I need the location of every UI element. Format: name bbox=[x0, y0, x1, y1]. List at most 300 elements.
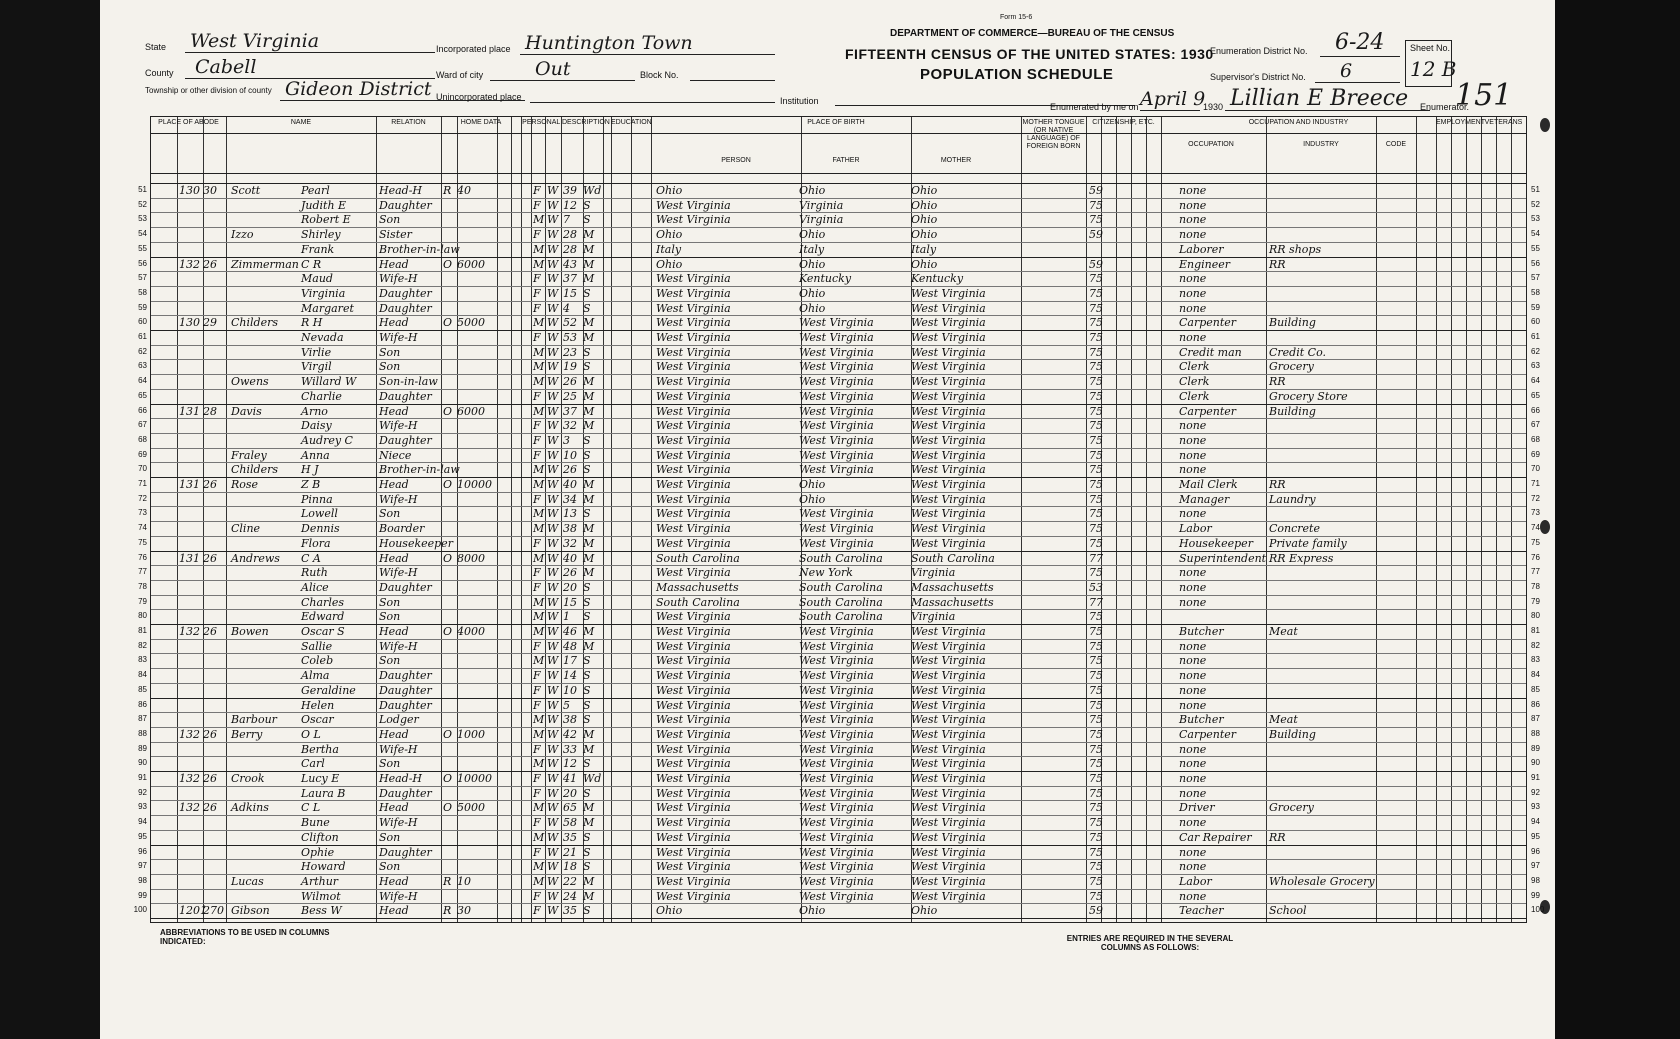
cell-given: Margaret bbox=[301, 301, 354, 315]
cell-father: West Virginia bbox=[799, 404, 874, 418]
cell-occ: none bbox=[1179, 286, 1207, 300]
cell-rel: Head-H bbox=[379, 184, 423, 197]
grid-header-line bbox=[151, 133, 1526, 134]
row-number-right: 66 bbox=[1531, 405, 1540, 415]
cell-age: 33 bbox=[563, 742, 577, 756]
cell-age: 26 bbox=[563, 566, 577, 580]
row-number-right: 54 bbox=[1531, 229, 1540, 239]
row-number: 92 bbox=[138, 787, 147, 797]
cell-race: W bbox=[547, 595, 559, 609]
cell-age: 22 bbox=[563, 874, 577, 888]
row-number-right: 72 bbox=[1531, 493, 1540, 503]
cell-ms: S bbox=[583, 448, 591, 462]
cell-dw: 131 bbox=[179, 404, 200, 418]
cell-person: West Virginia bbox=[656, 772, 731, 785]
cell-age: 46 bbox=[563, 625, 577, 638]
cell-age: 42 bbox=[563, 727, 577, 741]
cell-mother: West Virginia bbox=[911, 331, 986, 344]
cell-code: 75 bbox=[1089, 507, 1103, 521]
row-number-right: 84 bbox=[1531, 670, 1540, 680]
cell-ms: M bbox=[583, 272, 595, 286]
cell-person: West Virginia bbox=[656, 316, 731, 330]
row-number: 93 bbox=[138, 802, 147, 812]
census-sheet bbox=[100, 0, 1555, 1039]
cell-dw: 130 bbox=[179, 184, 200, 197]
cell-occ: Superintendent bbox=[1179, 551, 1267, 565]
cell-occ: Clerk bbox=[1179, 375, 1210, 389]
group-occupation: OCCUPATION AND INDUSTRY bbox=[1248, 119, 1349, 126]
cell-code: 75 bbox=[1089, 478, 1103, 491]
cell-mother: West Virginia bbox=[911, 536, 986, 550]
cell-code: 75 bbox=[1089, 698, 1103, 712]
cell-given: Virginia bbox=[301, 286, 346, 300]
cell-rel: Head bbox=[379, 404, 409, 418]
cell-race: W bbox=[547, 301, 559, 315]
cell-sex: M bbox=[533, 727, 545, 741]
cell-occ: Manager bbox=[1179, 492, 1230, 506]
cell-fam: 26 bbox=[203, 772, 217, 785]
cell-sex: F bbox=[533, 580, 541, 594]
cell-age: 3 bbox=[563, 433, 570, 447]
institution-label: Institution bbox=[780, 96, 819, 106]
cell-occ: Labor bbox=[1179, 874, 1212, 888]
cell-ms: M bbox=[583, 375, 595, 389]
cell-person: West Virginia bbox=[656, 198, 731, 212]
cell-given: C A bbox=[301, 551, 321, 565]
group-name: NAME bbox=[290, 119, 312, 126]
row-number: 51 bbox=[138, 185, 147, 194]
cell-mother: Massachusetts bbox=[911, 595, 994, 609]
incorporated-label: Incorporated place bbox=[436, 44, 511, 54]
row-number-right: 53 bbox=[1531, 214, 1540, 224]
cell-father: West Virginia bbox=[799, 433, 874, 447]
cell-mother: West Virginia bbox=[911, 522, 986, 536]
row-number: 91 bbox=[138, 773, 147, 782]
row-number-right: 86 bbox=[1531, 699, 1540, 709]
cell-given: Dennis bbox=[301, 522, 340, 536]
cell-ind: Grocery Store bbox=[1269, 389, 1348, 403]
cell-sex: F bbox=[533, 639, 541, 653]
cell-age: 35 bbox=[563, 830, 577, 844]
row-number-right: 52 bbox=[1531, 199, 1540, 209]
group-veterans: VETERANS bbox=[1484, 119, 1523, 126]
cell-surname: Gibson bbox=[231, 904, 270, 918]
cell-surname: Childers bbox=[231, 316, 278, 330]
cell-race: W bbox=[547, 698, 559, 712]
cell-code: 75 bbox=[1089, 448, 1103, 462]
cell-tenure: O bbox=[443, 551, 453, 565]
cell-age: 12 bbox=[563, 757, 577, 771]
cell-mother: West Virginia bbox=[911, 816, 986, 830]
occupation-header: OCCUPATION bbox=[1188, 141, 1234, 148]
cell-code: 75 bbox=[1089, 845, 1103, 859]
cell-person: West Virginia bbox=[656, 404, 731, 418]
group-mother-tongue: MOTHER TONGUE (OR NATIVE LANGUAGE) OF FOREIGN BORN bbox=[1022, 119, 1085, 150]
cell-surname: Fraley bbox=[231, 448, 267, 462]
row-number: 96 bbox=[138, 846, 147, 856]
cell-occ: none bbox=[1179, 507, 1207, 521]
cell-age: 40 bbox=[563, 551, 577, 565]
cell-father: Kentucky bbox=[799, 272, 852, 286]
cell-mother: West Virginia bbox=[911, 286, 986, 300]
township-label: Township or other division of county bbox=[145, 86, 272, 95]
row-number-right: 63 bbox=[1531, 361, 1540, 371]
cell-rel: Daughter bbox=[379, 286, 432, 300]
cell-given: Z B bbox=[301, 478, 321, 491]
cell-given: Charlie bbox=[301, 389, 342, 403]
cell-mother: West Virginia bbox=[911, 419, 986, 433]
cell-age: 15 bbox=[563, 286, 577, 300]
cell-given: Wilmot bbox=[301, 889, 341, 903]
cell-race: W bbox=[547, 566, 559, 580]
cell-person: West Virginia bbox=[656, 463, 731, 477]
cell-age: 25 bbox=[563, 389, 577, 403]
cell-code: 75 bbox=[1089, 683, 1103, 697]
cell-dw: 1201 bbox=[179, 904, 207, 918]
cell-code: 75 bbox=[1089, 669, 1103, 683]
cell-rel: Niece bbox=[379, 448, 412, 462]
township-value: Gideon District bbox=[285, 78, 432, 100]
cell-sex: F bbox=[533, 448, 541, 462]
row-number: 79 bbox=[138, 596, 147, 606]
cell-ms: Wd bbox=[583, 184, 602, 197]
cell-code: 75 bbox=[1089, 419, 1103, 433]
cell-sex: F bbox=[533, 286, 541, 300]
cell-race: W bbox=[547, 904, 559, 918]
cell-person: West Virginia bbox=[656, 727, 731, 741]
cell-code: 75 bbox=[1089, 830, 1103, 844]
cell-given: Nevada bbox=[301, 331, 344, 344]
cell-father: South Carolina bbox=[799, 551, 883, 565]
cell-ind: RR bbox=[1269, 375, 1286, 389]
cell-father: West Virginia bbox=[799, 801, 874, 815]
cell-race: W bbox=[547, 331, 559, 344]
cell-tenure: O bbox=[443, 625, 453, 638]
row-number-right: 95 bbox=[1531, 831, 1540, 841]
row-number: 70 bbox=[138, 464, 147, 474]
cell-ind: Credit Co. bbox=[1269, 345, 1327, 359]
cell-age: 21 bbox=[563, 845, 577, 859]
row-number: 59 bbox=[138, 302, 147, 312]
row-number-right: 85 bbox=[1531, 684, 1540, 694]
cell-occ: none bbox=[1179, 816, 1207, 830]
row-number: 86 bbox=[138, 699, 147, 709]
cell-given: Frank bbox=[301, 242, 335, 256]
cell-ms: M bbox=[583, 889, 595, 903]
cell-code: 75 bbox=[1089, 316, 1103, 330]
cell-ind: Meat bbox=[1269, 713, 1298, 727]
cell-rel: Son bbox=[379, 830, 401, 844]
cell-mother: West Virginia bbox=[911, 772, 986, 785]
cell-rel: Son bbox=[379, 595, 401, 609]
cell-mother: West Virginia bbox=[911, 463, 986, 477]
row-number: 77 bbox=[138, 567, 147, 577]
cell-father: South Carolina bbox=[799, 580, 883, 594]
cell-fam: 26 bbox=[203, 257, 217, 271]
row-number: 76 bbox=[138, 552, 147, 562]
cell-code: 75 bbox=[1089, 404, 1103, 418]
cell-father: West Virginia bbox=[799, 331, 874, 344]
cell-given: Virlie bbox=[301, 345, 332, 359]
cell-mother: Ohio bbox=[911, 198, 938, 212]
cell-mother: Ohio bbox=[911, 213, 938, 227]
cell-sex: M bbox=[533, 316, 545, 330]
cell-occ: Labor bbox=[1179, 522, 1212, 536]
cell-dw: 132 bbox=[179, 625, 200, 638]
cell-ms: S bbox=[583, 683, 591, 697]
cell-rel: Brother-in-law bbox=[379, 242, 460, 256]
cell-mother: Virginia bbox=[911, 610, 956, 624]
row-number: 67 bbox=[138, 420, 147, 430]
cell-ind: Building bbox=[1269, 727, 1316, 741]
cell-rel: Head bbox=[379, 801, 409, 815]
cell-fam: 30 bbox=[203, 184, 217, 197]
row-number-right: 93 bbox=[1531, 802, 1540, 812]
cell-age: 65 bbox=[563, 801, 577, 815]
cell-ms: S bbox=[583, 698, 591, 712]
cell-age: 58 bbox=[563, 816, 577, 830]
cell-race: W bbox=[547, 816, 559, 830]
cell-ms: M bbox=[583, 727, 595, 741]
cell-mother: West Virginia bbox=[911, 860, 986, 874]
cell-occ: none bbox=[1179, 786, 1207, 800]
cell-given: Lowell bbox=[301, 507, 338, 521]
cell-code: 59 bbox=[1089, 904, 1103, 918]
cell-dw: 132 bbox=[179, 257, 200, 271]
cell-father: Ohio bbox=[799, 492, 826, 506]
cell-rel: Wife-H bbox=[379, 816, 418, 830]
cell-ms: S bbox=[583, 845, 591, 859]
cell-code: 75 bbox=[1089, 874, 1103, 888]
cell-race: W bbox=[547, 757, 559, 771]
row-number-right: 69 bbox=[1531, 449, 1540, 459]
cell-ind: Grocery bbox=[1269, 801, 1314, 815]
cell-surname: Andrews bbox=[231, 551, 280, 565]
cell-sex: M bbox=[533, 345, 545, 359]
row-number-right: 89 bbox=[1531, 743, 1540, 753]
cell-ms: M bbox=[583, 566, 595, 580]
cell-sex: F bbox=[533, 492, 541, 506]
cell-rel: Son-in-law bbox=[379, 375, 438, 389]
cell-mother: West Virginia bbox=[911, 874, 986, 888]
cell-mother: West Virginia bbox=[911, 786, 986, 800]
cell-father: West Virginia bbox=[799, 389, 874, 403]
cell-ind: Building bbox=[1269, 404, 1316, 418]
cell-given: Sallie bbox=[301, 639, 333, 653]
cell-given: Arthur bbox=[301, 874, 339, 888]
row-number: 62 bbox=[138, 346, 147, 356]
row-number: 73 bbox=[138, 508, 147, 518]
grid-row-line bbox=[151, 918, 1526, 919]
cell-ms: S bbox=[583, 286, 591, 300]
cell-given: Charles bbox=[301, 595, 344, 609]
row-number-right: 96 bbox=[1531, 846, 1540, 856]
cell-race: W bbox=[547, 786, 559, 800]
cell-person: West Virginia bbox=[656, 610, 731, 624]
cell-surname: Cline bbox=[231, 522, 261, 536]
cell-rel: Son bbox=[379, 860, 401, 874]
row-number: 54 bbox=[138, 229, 147, 239]
row-number-right: 55 bbox=[1531, 243, 1540, 253]
county-value: Cabell bbox=[195, 56, 257, 78]
row-number-right: 58 bbox=[1531, 287, 1540, 297]
cell-surname: Izzo bbox=[231, 228, 254, 242]
cell-race: W bbox=[547, 213, 559, 227]
row-number-right: 73 bbox=[1531, 508, 1540, 518]
cell-occ: none bbox=[1179, 580, 1207, 594]
cell-given: Robert E bbox=[301, 213, 351, 227]
cell-father: West Virginia bbox=[799, 816, 874, 830]
cell-mother: Ohio bbox=[911, 257, 938, 271]
cell-father: West Virginia bbox=[799, 669, 874, 683]
cell-occ: none bbox=[1179, 331, 1207, 344]
cell-age: 37 bbox=[563, 272, 577, 286]
row-number-right: 51 bbox=[1531, 185, 1540, 194]
enumerated-label: Enumerated by me on bbox=[1050, 102, 1139, 112]
row-number: 61 bbox=[138, 332, 147, 341]
scan-binding-edge bbox=[0, 0, 100, 1039]
cell-father: New York bbox=[799, 566, 853, 580]
cell-rel: Wife-H bbox=[379, 272, 418, 286]
cell-given: Audrey C bbox=[301, 433, 353, 447]
cell-rel: Daughter bbox=[379, 786, 432, 800]
row-number-right: 79 bbox=[1531, 596, 1540, 606]
cell-given: Virgil bbox=[301, 360, 332, 374]
cell-code: 75 bbox=[1089, 713, 1103, 727]
cell-fam: 270 bbox=[203, 904, 224, 918]
cell-sex: F bbox=[533, 683, 541, 697]
cell-ind: Private family bbox=[1269, 536, 1347, 550]
cell-mother: West Virginia bbox=[911, 448, 986, 462]
row-number-right: 97 bbox=[1531, 861, 1540, 871]
cell-age: 26 bbox=[563, 463, 577, 477]
cell-race: W bbox=[547, 228, 559, 242]
row-number: 94 bbox=[138, 817, 147, 827]
cell-sex: F bbox=[533, 419, 541, 433]
cell-given: Pinna bbox=[301, 492, 333, 506]
cell-sex: F bbox=[533, 742, 541, 756]
cell-code: 75 bbox=[1089, 727, 1103, 741]
cell-father: West Virginia bbox=[799, 463, 874, 477]
schedule-title: POPULATION SCHEDULE bbox=[920, 66, 1114, 83]
cell-occ: Car Repairer bbox=[1179, 830, 1252, 844]
cell-race: W bbox=[547, 272, 559, 286]
cell-rel: Sister bbox=[379, 228, 412, 242]
cell-race: W bbox=[547, 860, 559, 874]
cell-age: 26 bbox=[563, 375, 577, 389]
row-number: 97 bbox=[138, 861, 147, 871]
cell-rel: Housekeeper bbox=[379, 536, 453, 550]
cell-sex: F bbox=[533, 536, 541, 550]
cell-occ: none bbox=[1179, 742, 1207, 756]
cell-sex: M bbox=[533, 860, 545, 874]
cell-ms: M bbox=[583, 816, 595, 830]
row-number-right: 61 bbox=[1531, 332, 1540, 341]
cell-ms: M bbox=[583, 419, 595, 433]
cell-code: 75 bbox=[1089, 375, 1103, 389]
cell-father: West Virginia bbox=[799, 654, 874, 668]
cell-code: 75 bbox=[1089, 272, 1103, 286]
cell-fam: 26 bbox=[203, 478, 217, 491]
cell-person: West Virginia bbox=[656, 830, 731, 844]
row-number-right: 100 bbox=[1531, 905, 1545, 915]
cell-father: West Virginia bbox=[799, 786, 874, 800]
row-number: 100 bbox=[133, 905, 147, 915]
cell-mother: Massachusetts bbox=[911, 580, 994, 594]
cell-occ: none bbox=[1179, 272, 1207, 286]
cell-given: Edward bbox=[301, 610, 345, 624]
cell-ms: S bbox=[583, 860, 591, 874]
cell-ms: S bbox=[583, 830, 591, 844]
cell-father: Ohio bbox=[799, 184, 826, 197]
cell-code: 75 bbox=[1089, 433, 1103, 447]
row-number-right: 64 bbox=[1531, 376, 1540, 386]
cell-sex: F bbox=[533, 845, 541, 859]
cell-given: Shirley bbox=[301, 228, 341, 242]
cell-rel: Son bbox=[379, 757, 401, 771]
department-title: DEPARTMENT OF COMMERCE—BUREAU OF THE CENSUS bbox=[890, 28, 1175, 39]
cell-given: Bess W bbox=[301, 904, 342, 918]
cell-person: West Virginia bbox=[656, 375, 731, 389]
cell-father: West Virginia bbox=[799, 713, 874, 727]
cell-sex: F bbox=[533, 889, 541, 903]
cell-person: Massachusetts bbox=[656, 580, 739, 594]
cell-occ: Driver bbox=[1179, 801, 1215, 815]
cell-given: Carl bbox=[301, 757, 325, 771]
cell-code: 59 bbox=[1089, 184, 1103, 197]
cell-given: C L bbox=[301, 801, 321, 815]
cell-given: Howard bbox=[301, 860, 346, 874]
cell-rel: Head bbox=[379, 727, 409, 741]
row-number: 71 bbox=[138, 479, 147, 488]
cell-occ: none bbox=[1179, 860, 1207, 874]
cell-mother: West Virginia bbox=[911, 683, 986, 697]
cell-age: 19 bbox=[563, 360, 577, 374]
cell-value: 30 bbox=[457, 904, 471, 918]
cell-value: 5000 bbox=[457, 801, 485, 815]
cell-rel: Daughter bbox=[379, 669, 432, 683]
code-header: CODE bbox=[1385, 141, 1407, 148]
cell-person: West Virginia bbox=[656, 698, 731, 712]
row-number: 63 bbox=[138, 361, 147, 371]
cell-race: W bbox=[547, 874, 559, 888]
cell-race: W bbox=[547, 463, 559, 477]
cell-age: 40 bbox=[563, 478, 577, 491]
cell-ms: S bbox=[583, 669, 591, 683]
cell-person: Ohio bbox=[656, 904, 683, 918]
cell-dw: 130 bbox=[179, 316, 200, 330]
cell-father: West Virginia bbox=[799, 625, 874, 638]
cell-given: Lucy E bbox=[301, 772, 340, 785]
cell-race: W bbox=[547, 727, 559, 741]
cell-father: West Virginia bbox=[799, 360, 874, 374]
cell-sex: F bbox=[533, 433, 541, 447]
cell-father: West Virginia bbox=[799, 345, 874, 359]
row-number-right: 83 bbox=[1531, 655, 1540, 665]
cell-code: 75 bbox=[1089, 198, 1103, 212]
row-number: 90 bbox=[138, 758, 147, 768]
cell-surname: Lucas bbox=[231, 874, 264, 888]
cell-ind: RR Express bbox=[1269, 551, 1334, 565]
unincorporated-label: Unincorporated place bbox=[436, 92, 522, 102]
cell-sex: F bbox=[533, 198, 541, 212]
sheet-box bbox=[1405, 40, 1457, 87]
cell-ms: S bbox=[583, 786, 591, 800]
cell-person: West Virginia bbox=[656, 331, 731, 344]
cell-person: West Virginia bbox=[656, 742, 731, 756]
cell-father: Ohio bbox=[799, 286, 826, 300]
cell-age: 7 bbox=[563, 213, 570, 227]
